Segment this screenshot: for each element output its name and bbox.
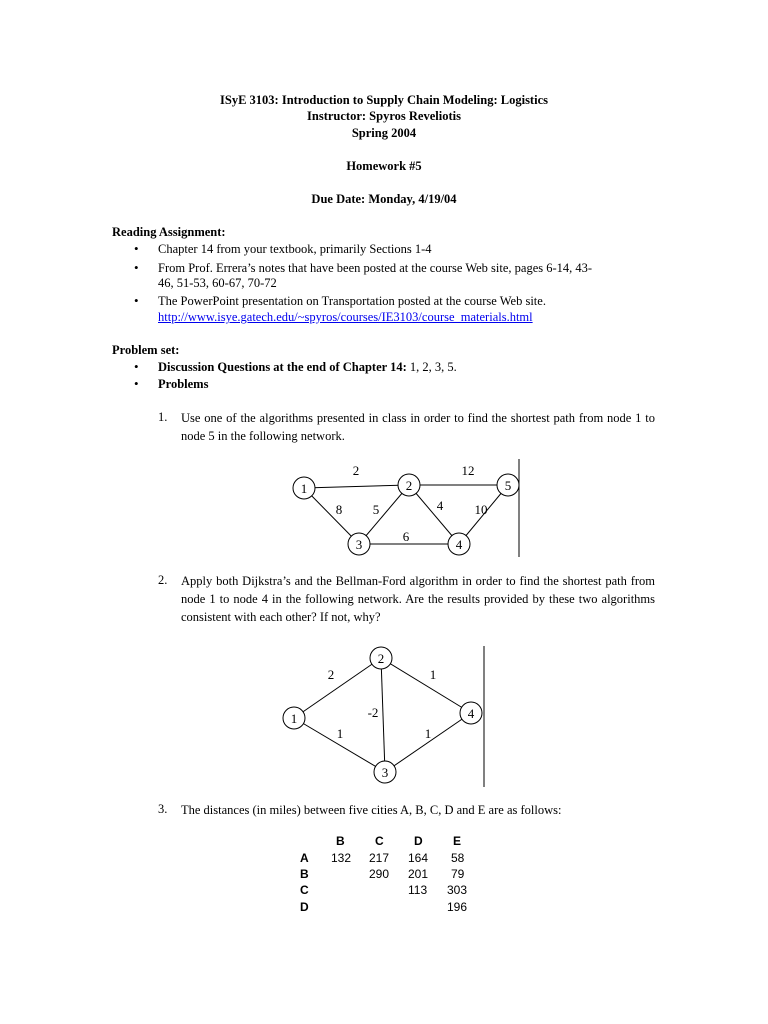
column-header: B [336,834,345,848]
node-label: 5 [504,478,512,493]
edge-weight: 6 [402,529,410,544]
edge-3-4 [385,713,471,772]
edge-weight: 1 [336,726,344,741]
problem-text: Apply both Dijkstra’s and the Bellman-Ford algorithm in order to find the shortest path from node 1 to node 4 in the following network. Are the results provided by these two algorithms consistent with each other? If not, why? [181,574,655,624]
reading-item: From Prof. Errera’s notes that have been posted at the course Web site, pages 6-14, 43- [158,261,593,275]
bullet-icon: • [134,293,139,308]
reading-heading: Reading Assignment: [112,225,226,239]
edge-weight: 4 [436,498,444,513]
table-cell: 79 [451,867,465,881]
node-label: 2 [405,478,413,493]
course-materials-link[interactable]: http://www.isye.gatech.edu/~spyros/courses/IE3103/course_materials.html [158,310,533,324]
reading-item: Chapter 14 from your textbook, primarily Sections 1-4 [158,242,432,256]
instructor: Instructor: Spyros Reveliotis [307,109,461,123]
table-cell: 196 [447,900,468,914]
problem-set-heading: Problem set: [112,343,180,357]
column-header: D [414,834,423,848]
homework-title: Homework #5 [346,159,422,173]
edge-2-4 [381,658,471,713]
row-label: D [300,900,309,914]
node-label: 1 [300,481,308,496]
node-label: 2 [377,651,385,666]
node-label: 1 [290,711,298,726]
edge-1-2 [304,485,409,488]
edge-3-2 [359,485,409,544]
edge-weight: 1 [424,726,432,741]
node-label: 3 [381,765,389,780]
due-date: Due Date: Monday, 4/19/04 [311,192,457,206]
edge-2-3 [381,658,385,772]
discussion-label: Discussion Questions at the end of Chapter 14: [158,360,407,374]
problem-text: Use one of the algorithms presented in class in order to find the shortest path from node 1 to node 5 in the following network. [181,411,655,443]
edge-2-4 [409,485,459,544]
node-label: 4 [455,537,463,552]
reading-item-continued: 46, 51-53, 60-67, 70-72 [158,276,277,290]
node-label: 3 [355,537,363,552]
problem-number: 2. [158,573,168,587]
edge-weight: -2 [367,705,379,720]
node-label: 4 [467,706,475,721]
discussion-values: 1, 2, 3, 5. [406,360,457,374]
edge-weight: 12 [461,463,475,478]
problem-text: The distances (in miles) between five cities A, B, C, D and E are as follows: [181,803,562,817]
course-title: ISyE 3103: Introduction to Supply Chain Modeling: Logistics [220,93,548,107]
edge-1-3 [304,488,359,544]
column-header: C [375,834,384,848]
problem-number: 1. [158,410,168,424]
table-cell: 132 [331,851,352,865]
bullet-icon: • [134,241,139,256]
edge-weight: 5 [372,502,380,517]
table-cell: 164 [408,851,429,865]
table-cell: 201 [408,867,429,881]
edge-weight: 8 [335,502,343,517]
table-cell: 303 [447,883,468,897]
bullet-icon: • [134,260,139,275]
column-header: E [453,834,462,848]
row-label: A [300,851,309,865]
bullet-icon: • [134,376,139,391]
table-cell: 113 [408,883,428,897]
table-cell: 290 [369,867,390,881]
problems-label: Problems [158,377,209,391]
edge-weight: 10 [474,502,488,517]
bullet-icon: • [134,359,139,374]
table-cell: 217 [369,851,390,865]
row-label: C [300,883,309,897]
table-cell: 58 [451,851,465,865]
row-label: B [300,867,309,881]
edge-weight: 1 [429,667,437,682]
edge-weight: 2 [352,463,360,478]
edge-weight: 2 [327,667,335,682]
problem-number: 3. [158,802,168,816]
reading-item: The PowerPoint presentation on Transportation posted at the course Web site. [158,294,546,308]
term: Spring 2004 [351,126,417,140]
